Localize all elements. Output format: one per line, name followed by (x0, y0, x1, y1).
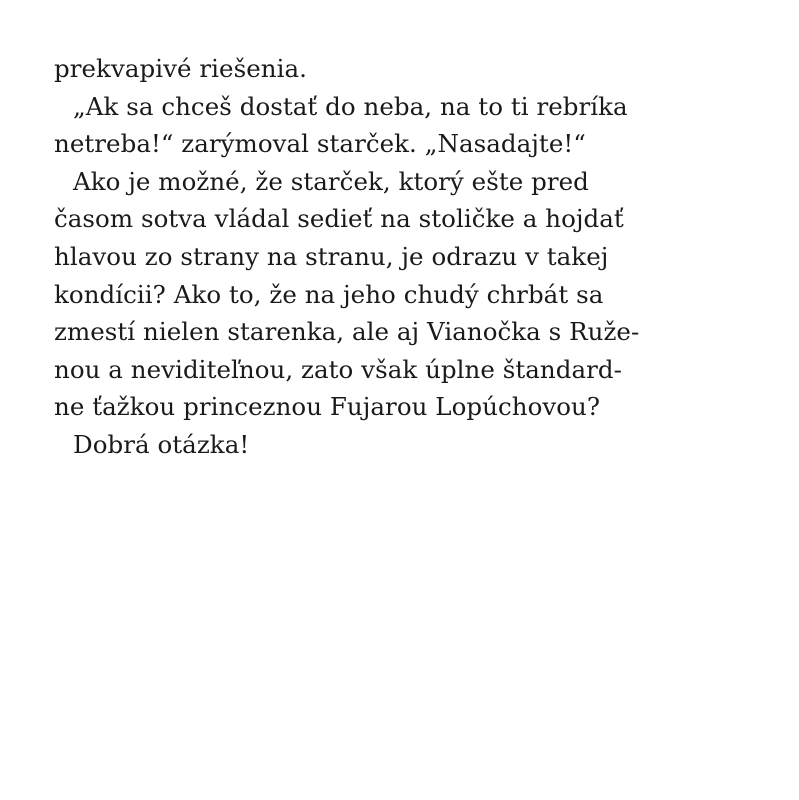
text-line: netreba!“ zarýmoval starček. „Nasadajte!“ (54, 129, 586, 159)
text-line: Dobrá otázka! (73, 429, 250, 459)
text-line: časom sotva vládal sedieť na stoličke a hojdať (54, 204, 624, 234)
text-line: hlavou zo strany na stranu, je odrazu v takej (54, 241, 609, 271)
text-line: ne ťažkou princeznou Fujarou Lopúchovou? (54, 392, 601, 422)
body-text (54, 50, 774, 464)
text-line: Ako je možné, že starček, ktorý ešte pred (73, 166, 589, 196)
text-line: „Ak sa chceš dostať do neba, na to ti rebríka (73, 91, 628, 121)
text-line: kondícii? Ako to, že na jeho chudý chrbát sa (54, 279, 604, 309)
text-line: zmestí nielen starenka, ale aj Vianočka s Ruže- (54, 317, 640, 347)
text-line: nou a neviditeľnou, zato však úplne štandard- (54, 354, 622, 384)
text-line: prekvapivé riešenia. (54, 54, 307, 83)
